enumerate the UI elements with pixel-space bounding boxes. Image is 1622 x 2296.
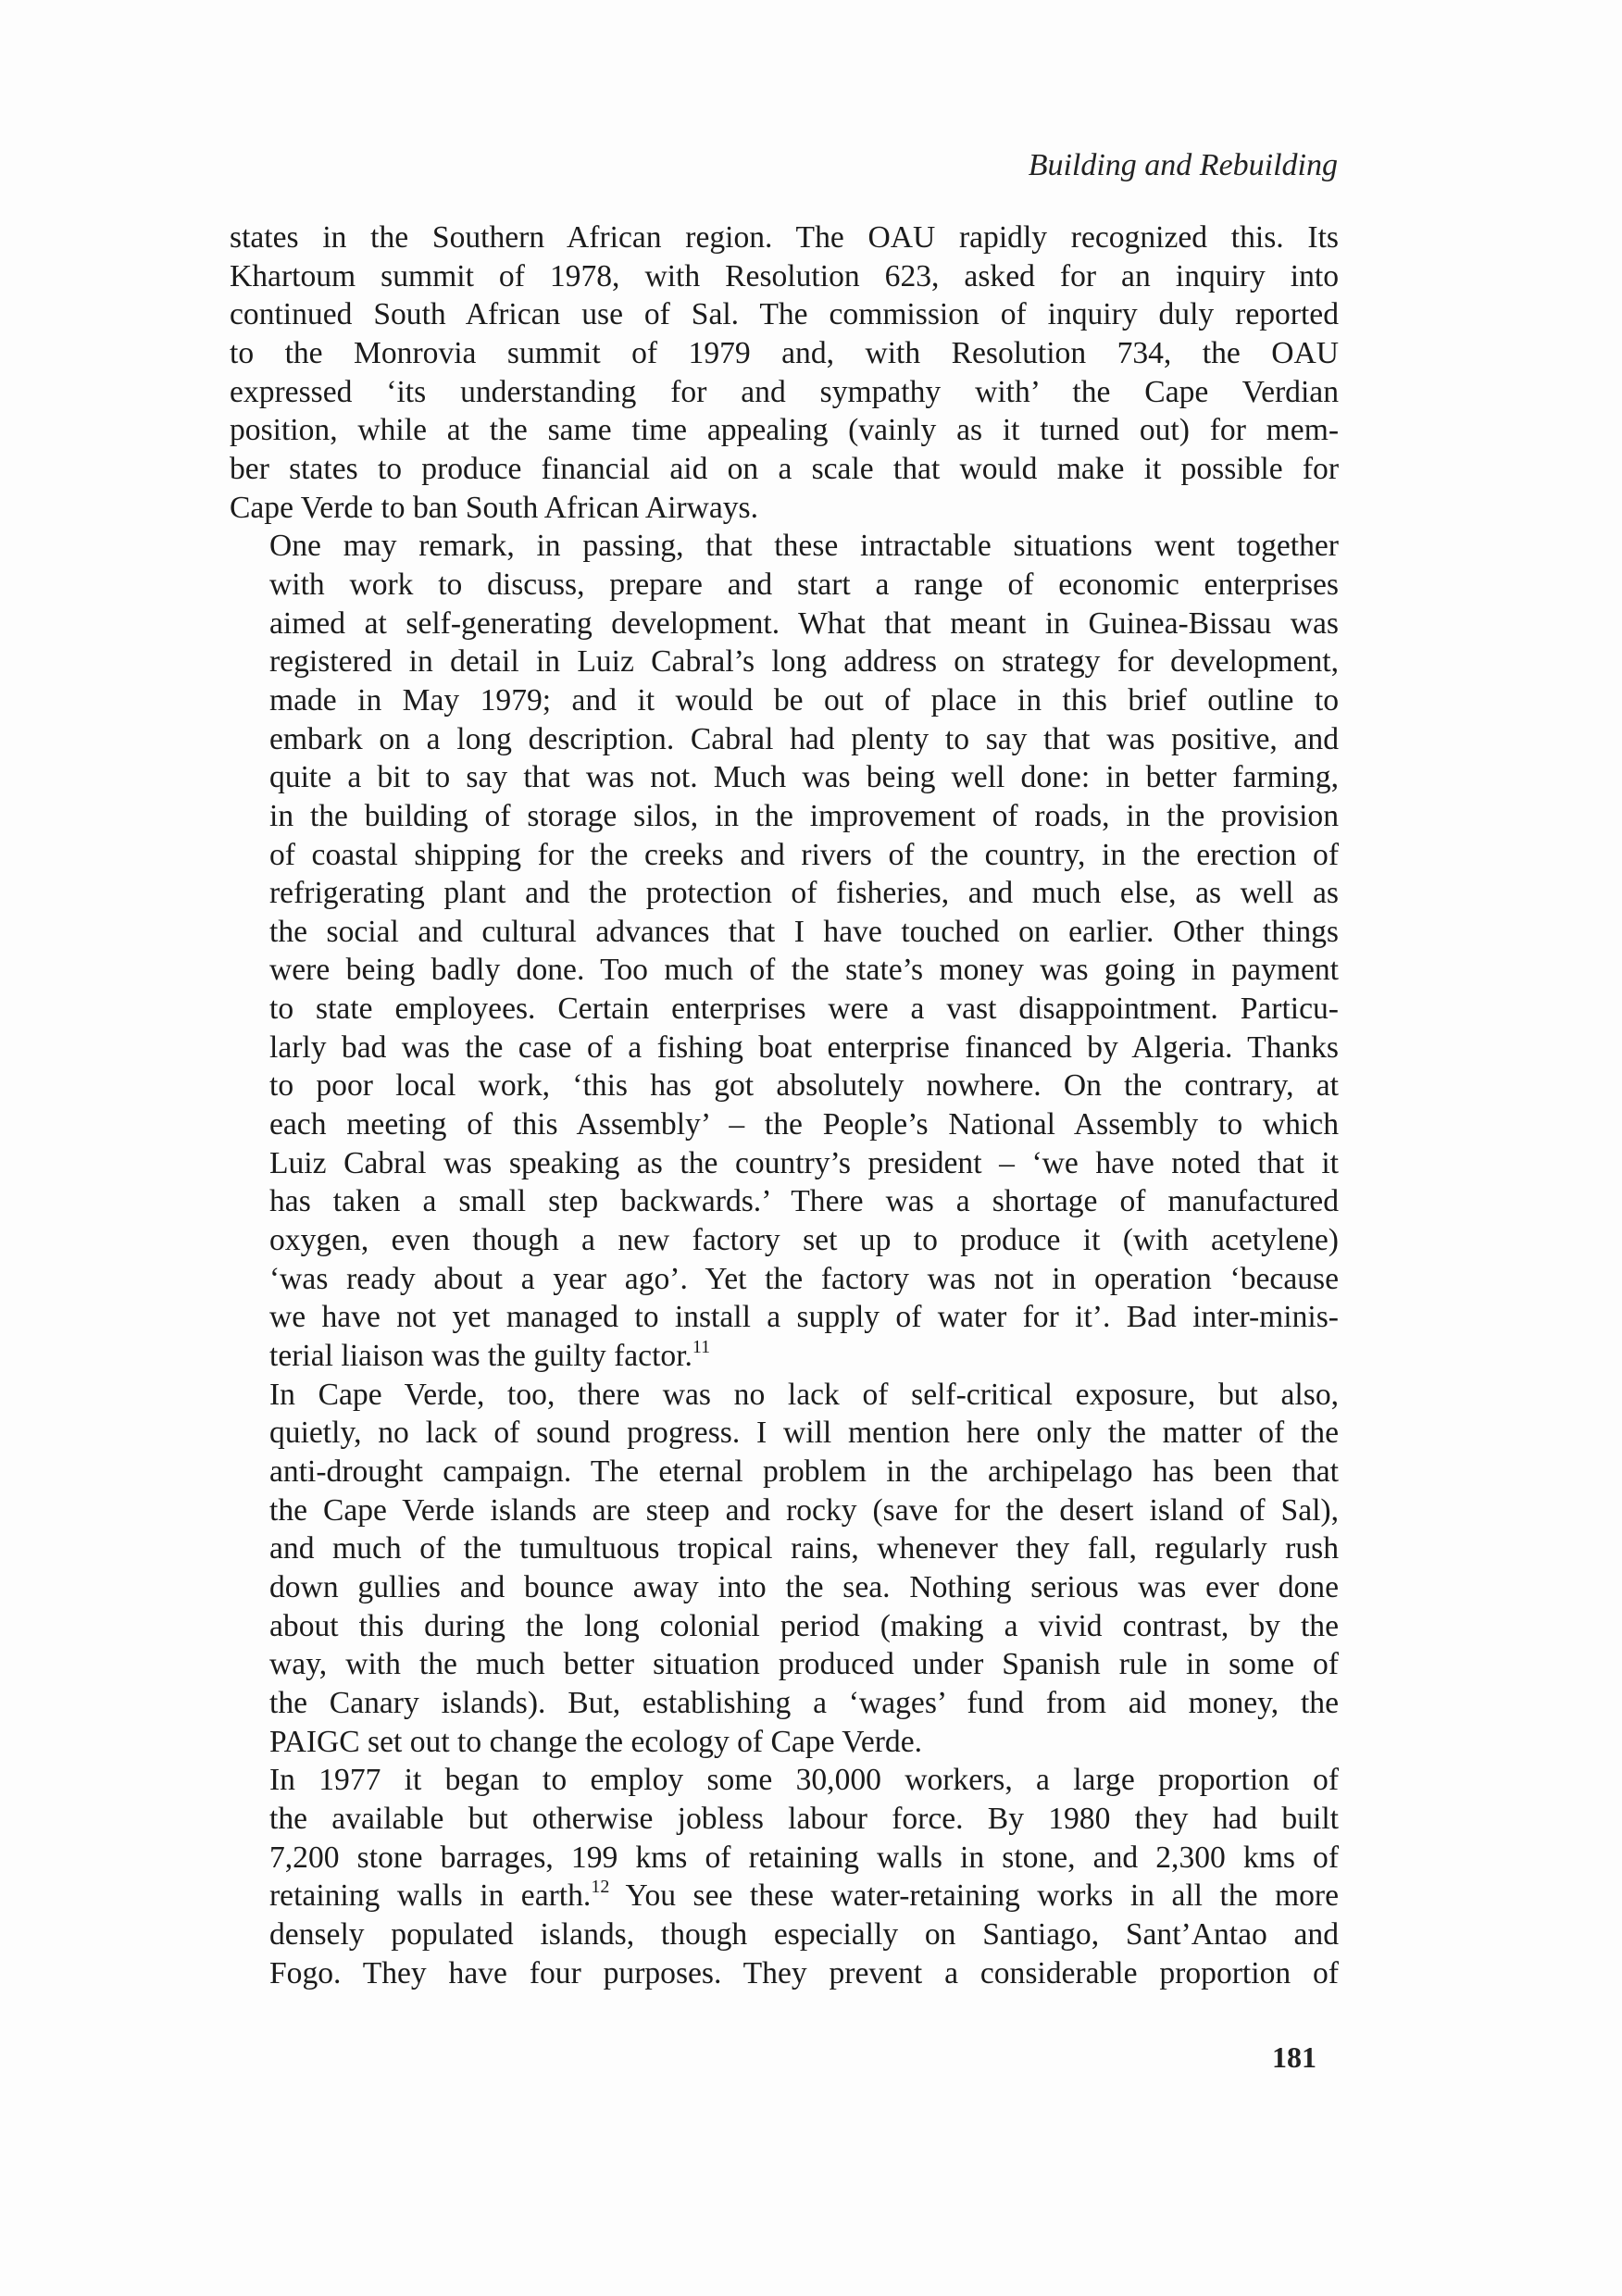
text-line: aimed at self-generating development. What that meant in Guinea-Bissau was bbox=[269, 605, 1339, 641]
text-line: ‘was ready about a year ago’. Yet the factory was not in operation ‘because bbox=[269, 1261, 1339, 1296]
body-text bbox=[230, 218, 1339, 1992]
text-line: larly bad was the case of a fishing boat enterprise financed by Algeria. Thanks bbox=[269, 1029, 1339, 1065]
text-line: has taken a small step backwards.’ There was a shortage of manufactured bbox=[269, 1184, 1339, 1219]
text-line: the available but otherwise jobless labour force. By 1980 they had built bbox=[269, 1801, 1339, 1836]
footnote-ref-11: 11 bbox=[692, 1337, 711, 1358]
text-line: 7,200 stone barrages, 199 kms of retaining walls in stone, and 2,300 kms of bbox=[269, 1840, 1339, 1875]
text-line: the Canary islands). But, establishing a ‘wages’ fund from aid money, the bbox=[269, 1685, 1339, 1720]
text-line: states in the Southern African region. The OAU rapidly recognized this. Its bbox=[230, 220, 1339, 255]
text-line: Cape Verde to ban South African Airways. bbox=[230, 490, 759, 525]
text-line: and much of the tumultuous tropical rains, whenever they fall, regularly rush bbox=[269, 1531, 1339, 1566]
paragraph-1 bbox=[230, 218, 1339, 527]
text-line: the Cape Verde islands are steep and rocky (save for the desert island of Sal), bbox=[269, 1492, 1339, 1528]
text-line: of coastal shipping for the creeks and rivers of the country, in the erection of bbox=[269, 837, 1339, 872]
text-line bbox=[230, 1337, 1339, 1376]
text-line: to poor local work, ‘this has got absolutely nowhere. On the contrary, at bbox=[269, 1068, 1339, 1104]
text-line: refrigerating plant and the protection of fisheries, and much else, as well as bbox=[269, 876, 1339, 911]
footnote-ref-12: 12 bbox=[591, 1877, 610, 1898]
text-line: to state employees. Certain enterprises were a vast disappointment. Particu- bbox=[269, 992, 1339, 1027]
text-line: were being badly done. Too much of the state’s money was going in payment bbox=[269, 953, 1339, 988]
text-line: made in May 1979; and it would be out of place in this brief outline to bbox=[269, 682, 1339, 718]
text-line: to the Monrovia summit of 1979 and, with Resolution 734, the OAU bbox=[230, 335, 1339, 370]
text-line: with work to discuss, prepare and start a range of economic enterprises bbox=[269, 567, 1339, 602]
text-line: densely populated islands, though especially on Santiago, Sant’Antao and bbox=[269, 1916, 1339, 1952]
text-fragment: You see these water-retaining works in all the more bbox=[609, 1878, 1339, 1914]
text-line: each meeting of this Assembly’ – the People’s National Assembly to which bbox=[269, 1107, 1339, 1142]
text-line: about this during the long colonial period (making a vivid contrast, by the bbox=[269, 1608, 1339, 1643]
text-line: continued South African use of Sal. The commission of inquiry duly reported bbox=[230, 297, 1339, 332]
text-line: expressed ‘its understanding for and sympathy with’ the Cape Verdian bbox=[230, 374, 1339, 409]
text-line: quietly, no lack of sound progress. I will mention here only the matter of the bbox=[269, 1416, 1339, 1451]
paragraph-3 bbox=[230, 1376, 1339, 1762]
text-line: Fogo. They have four purposes. They prevent a considerable proportion of bbox=[269, 1955, 1339, 1990]
text-line bbox=[230, 1877, 1339, 1915]
text-line: in the building of storage silos, in the improvement of roads, in the provision bbox=[269, 798, 1339, 833]
text-line: way, with the much better situation produced under Spanish rule in some of bbox=[269, 1647, 1339, 1682]
text-line: quite a bit to say that was not. Much was being well done: in better farming, bbox=[269, 760, 1339, 795]
text-line: position, while at the same time appealing (vainly as it turned out) for mem- bbox=[230, 413, 1339, 448]
text-line: Luiz Cabral was speaking as the country’s president – ‘we have noted that it bbox=[269, 1145, 1339, 1180]
text-fragment: terial liaison was the guilty factor. bbox=[269, 1339, 692, 1374]
text-line: registered in detail in Luiz Cabral’s long address on strategy for development, bbox=[269, 644, 1339, 680]
text-line: embark on a long description. Cabral had plenty to say that was positive, and bbox=[269, 721, 1339, 756]
text-line: anti-drought campaign. The eternal problem in the archipelago has been that bbox=[269, 1454, 1339, 1489]
text-line: In 1977 it began to employ some 30,000 workers, a large proportion of bbox=[269, 1763, 1339, 1798]
paragraph-2 bbox=[230, 527, 1339, 1375]
paragraph-4 bbox=[230, 1761, 1339, 1992]
text-line: down gullies and bounce away into the sea. Nothing serious was ever done bbox=[269, 1569, 1339, 1604]
page-number: 181 bbox=[1272, 2040, 1316, 2074]
text-line: In Cape Verde, too, there was no lack of self-critical exposure, but also, bbox=[269, 1377, 1339, 1412]
text-line: One may remark, in passing, that these intractable situations went together bbox=[269, 529, 1339, 564]
text-line: we have not yet managed to install a supply of water for it’. Bad inter-minis- bbox=[269, 1300, 1339, 1335]
running-header: Building and Rebuilding bbox=[1028, 148, 1338, 182]
text-line: Khartoum summit of 1978, with Resolution 623, asked for an inquiry into bbox=[230, 258, 1339, 293]
text-line: ber states to produce financial aid on a scale that would make it possible for bbox=[230, 451, 1339, 486]
text-line: PAIGC set out to change the ecology of Cape Verde. bbox=[269, 1724, 922, 1759]
text-line: the social and cultural advances that I have touched on earlier. Other things bbox=[269, 914, 1339, 949]
text-fragment: retaining walls in earth. bbox=[269, 1878, 592, 1914]
text-line: oxygen, even though a new factory set up to produce it (with acetylene) bbox=[269, 1223, 1339, 1258]
